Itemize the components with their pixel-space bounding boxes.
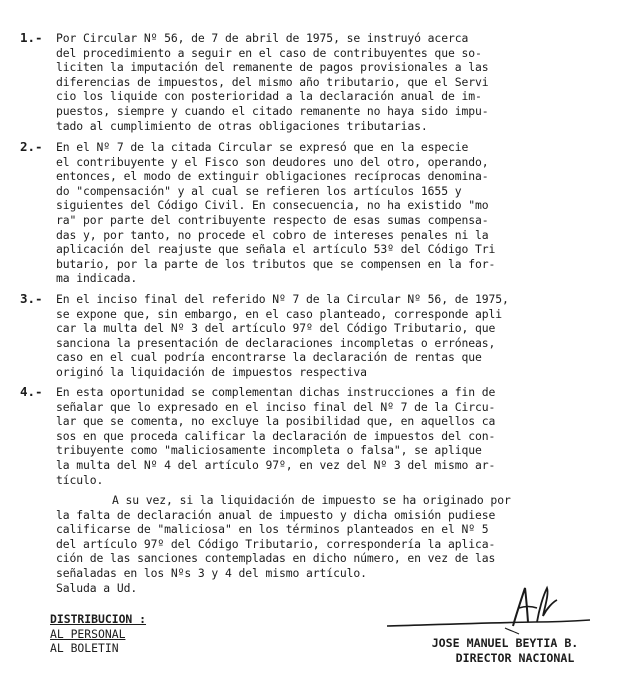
paragraph-number: 4.-: [20, 384, 43, 399]
signatory-block: [410, 636, 600, 666]
paragraph-3: [56, 292, 622, 380]
paragraph-line: aplicación del reajuste que señala el artículo 53º del Código Tri: [56, 242, 496, 257]
paragraph-line: tículo.: [56, 472, 104, 487]
paragraph-line: del artículo 97º del Código Tributario, correspondería la aplica-: [56, 536, 496, 551]
paragraph-line: En el inciso final del referido Nº 7 de la Circular Nº 56, de 1975,: [56, 292, 509, 306]
paragraph-line: sanciona la presentación de declaraciones incompletas o erróneas,: [56, 335, 496, 350]
paragraph-number: 3.-: [20, 291, 43, 306]
paragraph-line: puestos, siempre y cuando el citado remanente no haya sido impu-: [56, 103, 489, 118]
paragraph-line: liciten la imputación del remanente de pagos provisionales a las: [56, 60, 489, 75]
paragraph-4: [56, 385, 622, 487]
signatory-title: DIRECTOR NACIONAL: [455, 651, 575, 665]
paragraph-line: siguientes del Código Civil. En consecuencia, no ha existido "mo: [56, 198, 489, 213]
paragraph-line: lar que se comenta, no excluye la posibilidad que, en aquellos ca: [56, 414, 496, 429]
paragraph-line: la falta de declaración anual de impuesto y dicha omisión pudiese: [56, 507, 496, 522]
paragraph-2: [56, 140, 622, 286]
paragraph-line: cio los liquide con posterioridad a la declaración anual de im-: [56, 89, 482, 104]
paragraph-line: tribuyente como "maliciosamente incompleta o falsa", se aplique: [56, 443, 482, 458]
handwritten-signature: [385, 582, 595, 642]
paragraph-number: 2.-: [20, 139, 43, 154]
paragraph-line: butario, por la parte de los tributos que se compensen en la for-: [56, 256, 496, 271]
paragraph-line: del procedimiento a seguir en el caso de contribuyentes que so-: [56, 45, 482, 60]
paragraph-line: car la multa del Nº 3 del artículo 97º del Código Tributario, que: [56, 321, 496, 336]
paragraph-line: originó la liquidación de impuestos respectiva: [56, 364, 367, 379]
closing-paragraph: [56, 493, 622, 595]
paragraph-line: sos en que proceda calificar la declaración de impuestos del con-: [56, 428, 496, 443]
paragraph-line: En esta oportunidad se complementan dichas instrucciones a fin de: [56, 385, 496, 399]
paragraph-line: la multa del Nº 4 del artículo 97º, en vez del Nº 3 del mismo ar-: [56, 457, 496, 472]
greeting-line: Saluda a Ud.: [56, 580, 138, 595]
paragraph-line: do "compensación" y al cual se refieren los artículos 1655 y: [56, 183, 462, 198]
paragraph-line: caso en el cual podría encontrarse la declaración de rentas que: [56, 350, 482, 365]
paragraph-line: En el Nº 7 de la citada Circular se expresó que en la especie: [56, 140, 469, 154]
paragraph-number: 1.-: [20, 30, 43, 45]
paragraph-line: se expone que, sin embargo, en el caso planteado, corresponde apli: [56, 306, 503, 321]
distribution-heading: DISTRIBUCION :: [50, 612, 147, 626]
paragraph-line: das y, por tanto, no procede el cobro de intereses penales ni la: [56, 227, 489, 242]
paragraph-line: Por Circular Nº 56, de 7 de abril de 1975, se instruyó acerca: [56, 31, 469, 45]
paragraph-line: entonces, el modo de extinguir obligaciones recíprocas denomina-: [56, 169, 489, 184]
distribution-block: [50, 612, 146, 656]
distribution-item: AL BOLETIN: [50, 641, 119, 655]
paragraph-line: ción de las sanciones contempladas en dicho número, en vez de las: [56, 551, 496, 566]
paragraph-line: ra" por parte del contribuyente respecto de esas sumas compensa-: [56, 212, 489, 227]
paragraph-line: tado al cumplimiento de otras obligaciones tributarias.: [56, 118, 428, 133]
distribution-item: AL PERSONAL: [50, 626, 126, 641]
paragraph-line: señaladas en los Nºs 3 y 4 del mismo artículo.: [56, 565, 367, 580]
paragraph-line: el contribuyente y el Fisco son deudores uno del otro, operando,: [56, 154, 489, 169]
paragraph-line: ma indicada.: [56, 271, 138, 286]
signatory-name: JOSE MANUEL BEYTIA B.: [431, 636, 579, 650]
paragraph-line: calificarse de "maliciosa" en los términos planteados en el Nº 5: [56, 522, 489, 537]
paragraph-line: A su vez, si la liquidación de impuesto se ha originado por: [112, 493, 511, 507]
paragraph-1: [56, 31, 622, 133]
paragraph-line: señalar que lo expresado en el inciso final del Nº 7 de la Circu-: [56, 399, 496, 414]
paragraph-line: diferencias de impuestos, del mismo año tributario, que el Servi: [56, 74, 489, 89]
